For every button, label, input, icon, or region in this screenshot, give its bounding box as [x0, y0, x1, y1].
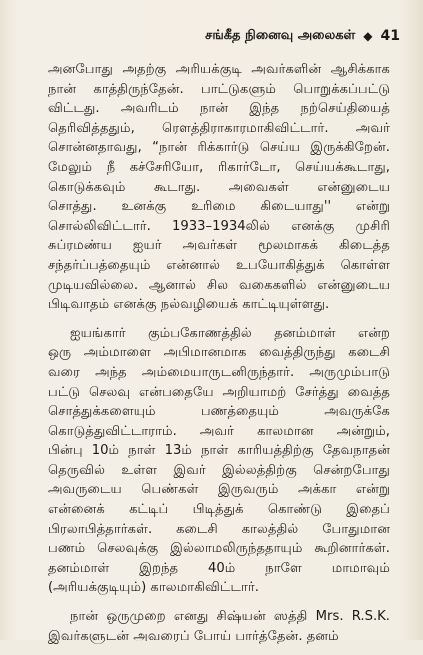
text-line: கொடுக்கவும் கூடாது. அவைகள் என்னுடைய: [48, 179, 390, 195]
text-line: பணம் செலவுக்கு இல்லாமலிருந்ததாயும் கூறினார்கள்.: [48, 541, 390, 557]
text-line: பின்பு 10ம் நாள் 13ம் நாள் காரியத்திற்கு தேவநாதன்: [48, 443, 390, 459]
text-line: பட்டு செலவு என்பதையே அறியாமற் சேர்த்து வைத்த: [48, 384, 390, 400]
text-line: அனபோது அதற்கு அரியக்குடி அவர்களின் ஆசிக்காக: [48, 62, 390, 77]
paragraph: [48, 60, 390, 315]
text-line: சொத்துக்களையும் பணத்தையும் அவருக்கே: [48, 404, 390, 420]
text-line: தெருவில் உள்ள இவர் இல்லத்திற்கு சென்றபோது: [48, 462, 390, 478]
text-line: விட்டது. அவரிடம் நான் இந்த நற்செய்தியைத்: [48, 101, 390, 117]
text-line: முடியவில்லை. ஆனால் சில வகைகளில் என்னுடைய: [48, 277, 390, 293]
text-line: நான் ஒருமுறை எனது சிஷ்யன் ஸத்தி Mrs. R.S.K.: [70, 609, 390, 625]
text-line: (அரியக்குடியும்) காலமாகிவிட்டார்.: [48, 580, 259, 596]
text-line: மேலும் நீ கச்சேரியோ, ரிகார்டோ, செய்யக்கூடாது,: [48, 159, 390, 175]
text-line: அவருடைய பெண்கள் இருவரும் அக்கா என்று: [48, 482, 390, 498]
paragraph: [48, 607, 390, 646]
text-line: ஐயங்கார் கும்பகோணத்தில் தனம்மாள் என்ற: [70, 325, 390, 341]
paragraph: [48, 324, 390, 598]
text-line: சுப்ரமண்ய ஐயர் அவர்கள் மூலமாகக் கிடைத்த: [48, 238, 390, 254]
diamond-separator-icon: ◆: [363, 29, 373, 43]
text-line: சொத்து. உனக்கு உரிமை கிடையாது'' என்று: [48, 199, 390, 215]
text-line: தனம்மாள் இறந்த 40ம் நாளே மாமாவும்: [48, 560, 390, 576]
text-line: தெரிவித்ததும், ரௌத்திராகாரமாகிவிட்டார். அவர்: [48, 120, 390, 136]
text-line: பிடிவாதம் எனக்கு நல்வழியைக் காட்டியுள்ளது.: [48, 297, 330, 313]
text-line: சந்தர்ப்பத்தையும் என்னால் உபயோகித்துக் கொள்ள: [48, 257, 390, 273]
text-line: சொன்னதாவது, “நான் ரிக்கார்டு செய்ய இருக்கிறேன்.: [48, 140, 390, 156]
text-line: நான் காத்திருந்தேன். பாட்டுகளும் பொறுக்கப்பட்டு: [48, 81, 390, 97]
text-line: ஒரு அம்மாளை அபிமானமாக வைத்திருந்து கடைசி: [48, 345, 390, 361]
text-line: சொல்லிவிட்டார். 1933–1934லில் எனக்கு முசிரி: [48, 218, 390, 234]
running-title: சங்கீத நினைவு அலைகள்: [205, 28, 356, 43]
text-line: என்னைக் கட்டிப் பிடித்துக் கொண்டு இதைப்: [48, 502, 390, 518]
text-line: கொடுத்துவிட்டாராம். அவர் காலமான அன்றும்,: [48, 423, 390, 439]
page-number: 41: [380, 28, 400, 44]
text-line: பிரலாபித்தார்கள். கடைசி காலத்தில் போதுமான: [48, 521, 390, 537]
running-header: [0, 26, 400, 46]
body-text: [48, 60, 390, 655]
text-line: வரை அந்த அம்மையாருடனிருந்தார். அருமும்பாடு: [48, 364, 390, 380]
text-line: இவர்களுடன் அவரைப் போய் பார்த்தேன். தனம்: [48, 628, 339, 644]
